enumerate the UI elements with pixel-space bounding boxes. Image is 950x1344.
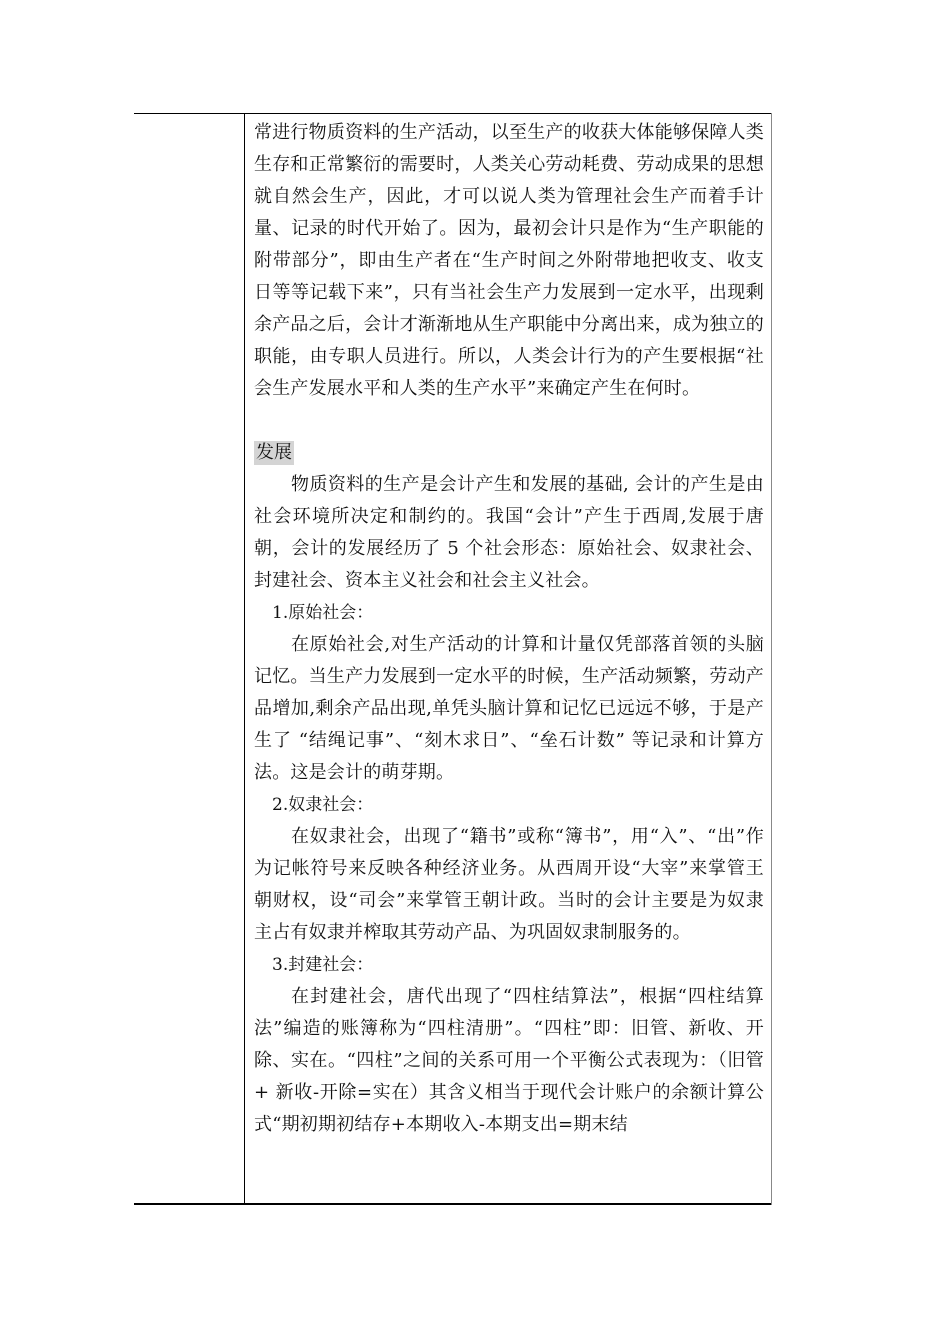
intro-paragraph: 常进行物质资料的生产活动，以至生产的收获大体能够保障人类生存和正常繁衍的需要时，人类关心劳动耗费、劳动成果的思想就自然会生产，因此，才可以说人类为管理社会生产而着手计量、记录的时代开始了。因为，最初会计只是作为“生产职能的附带部分”，即由生产者在“生产时间之外附带地把收支、收支日等等记载下来”，只有当社会生产力发展到一定水平，出现剩余产品之后，会计才渐渐地从生产职能中分离出来，成为独立的职能，由专职人员进行。所以，人类会计行为的产生要根据“社会生产发展水平和人类的生产水平”来确定产生在何时。: [254, 122, 764, 399]
table-right-border: [771, 113, 772, 1205]
subsection-heading-primitive: 1.原始社会：: [272, 603, 374, 623]
subsection-text-slavery: 在奴隶社会，出现了“籍书”或称“簿书”，用“入”、“出”作为记帐符号来反映各种经济业务。从西周开设“大宰”来掌管王朝财权，设“司会”来掌管王朝计政。当时的会计主要是为奴隶主占有奴隶并榨取其劳动产品、为巩固奴隶制服务的。: [254, 826, 764, 943]
subsection-text-primitive: 在原始社会,对生产活动的计算和计量仅凭部落首领的头脑记忆。当生产力发展到一定水平的时候，生产活动频繁，劳动产品增加,剩余产品出现,单凭头脑计算和记忆已远远不够，于是产生了 “结绳记事”、“刻木求日”、“垒石计数” 等记录和计算方法。这是会计的萌芽期。: [254, 634, 764, 783]
paragraph-spacer: [254, 405, 764, 437]
table-column-divider: [244, 113, 245, 1205]
table-content-cell: [254, 117, 764, 1201]
subsection-heading-feudal: 3.封建社会：: [272, 955, 374, 975]
section-heading: 发展: [256, 442, 292, 463]
subsection-heading-slavery: 2.奴隶社会：: [272, 795, 374, 815]
section-intro-paragraph: 物质资料的生产是会计产生和发展的基础, 会计的产生是由社会环境所决定和制约的。我国“会计”产生于西周,发展于唐朝，会计的发展经历了 5 个社会形态：原始社会、奴隶社会、封建社会、资本主义社会和社会主义社会。: [254, 474, 764, 591]
subsection-text-feudal: 在封建社会，唐代出现了“四柱结算法”，根据“四柱结算法”编造的账簿称为“四柱清册”。“四柱”即：旧管、新收、开除、实在。“四柱”之间的关系可用一个平衡公式表现为：（旧管 + 新收-开除=实在）其含义相当于现代会计账户的余额计算公式“期初期初结存+本期收入-本期支出=期末结: [254, 986, 764, 1135]
